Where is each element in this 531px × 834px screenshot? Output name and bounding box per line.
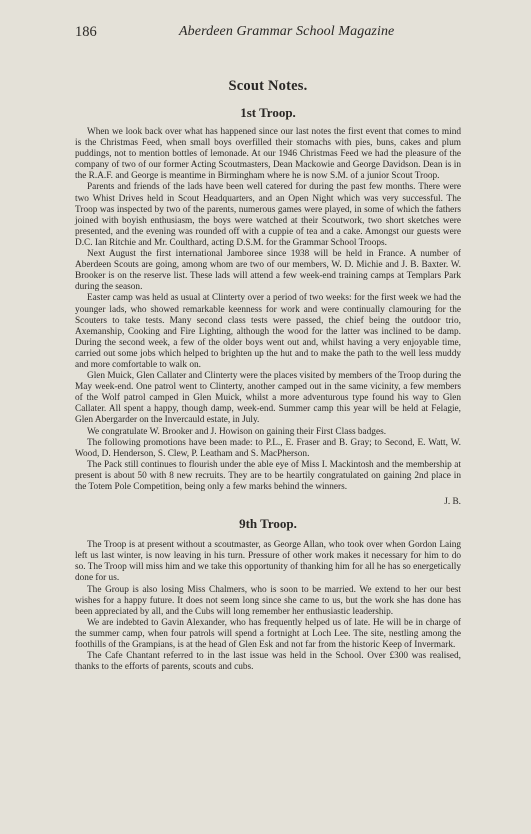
troop-9-paragraph: The Troop is at present without a scoutmaster, as George Allan, who took over when Gordon Laing left us last winter, is now leaving in his turn. Pressure of other work makes it necessary for him to do so. The Troop will miss him and we take this opportunity of thanking him for all he has so energetically done for us. [75, 540, 461, 584]
troop-9-paragraph: The Cafe Chantant referred to in the last issue was held in the School. Over £300 was realised, thanks to the efforts of parents, scouts and cubs. [75, 651, 461, 673]
troop-1-paragraph: We congratulate W. Brooker and J. Howison on gaining their First Class badges. [87, 426, 387, 437]
troop-9-heading: 9th Troop. [239, 516, 297, 532]
running-header [75, 22, 461, 42]
troop-9-section [75, 516, 461, 673]
troop-1-heading: 1st Troop. [240, 105, 296, 120]
troop-9-paragraph: The Group is also losing Miss Chalmers, who is soon to be married. We extend to her our best wishes for a happy future. It does not seem long since she came to us, but the work she has done has been appreciated by all, and the Cubs will long remember her enthusiastic leadership. [75, 584, 461, 617]
section-title: Scout Notes. [228, 78, 308, 94]
troop-1-paragraph: When we look back over what has happened since our last notes the first event that comes to mind is the Christmas Feed, when small boys overfilled their stomachs with pies, buns, cakes and plum puddings, not to mention bottles of lemonade. At our 1946 Christmas Feed we had the pleasure of the company of two of our former Acting Scoutmasters, Dean Mackowie and George Davidson. Dean is in the R.A.F. and George is meantime in Birmingham where he is now S.M. of a junior Scout Troop. [75, 127, 461, 182]
troop-1-signature: J. B. [444, 497, 461, 508]
page-number: 186 [75, 24, 97, 40]
troop-1-paragraph: The following promotions have been made: to P.L., E. Fraser and B. Gray; to Second, E. Watt, W. Wood, D. Henderson, S. Clew, P. Leatham and S. MacPherson. [75, 437, 461, 459]
troop-1-paragraph: Parents and friends of the lads have been well catered for during the past few months. There were two Whist Drives held in Scout Headquarters, and an Open Night which was very successful. The Troop was inspected by two of the parents, numerous games were played, in some of which the fathers joined with boyish enthusiasm, the boys were watched at their Scoutwork, two short sketches were presented, and the evening was rounded off with a cuppie of tea and a cake. Amongst our guests were D.C. Ian Ritchie and Mr. Coulthard, acting D.S.M. for the Grammar School Troops. [75, 182, 461, 248]
troop-1-paragraph: Next August the first international Jamboree since 1938 will be held in France. A number of Aberdeen Scouts are going, among whom are two of our members, W. D. Michie and J. B. Baxter. W. Brooker is on the reserve list. These lads will attend a few week-end training camps at Templars Park during the season. [75, 249, 461, 293]
troop-1-paragraph: The Pack still continues to flourish under the able eye of Miss I. Mackintosh and the membership at present is about 50 with 8 new recruits. They are to be heartily congratulated on gaining 2nd place in the Totem Pole Competition, being only a few marks behind the winners. [75, 459, 461, 492]
troop-1-section [75, 105, 461, 508]
troop-9-paragraph: We are indebted to Gavin Alexander, who has frequently helped us of late. He will be in charge of the summer camp, when four patrols will spend a fortnight at Loch Lee. The site, nestling among the foothills of the Grampians, is at the head of Glen Esk and not far from the historic Keep of Invermark. [75, 617, 461, 651]
troop-1-paragraph: Glen Muick, Glen Callater and Clinterty were the places visited by members of the Troop during the May week-end. One patrol went to Clinterty, another camped out in the same vicinity, a few members of the Wolf patrol camped in Glen Muick, whilst a more adventurous type found his way to Glen Callater. All spent a happy, though damp, week-end. Summer camp this year will be held at Felagie, Glen Abergarder on the Invercauld estate, in July. [75, 371, 461, 426]
troop-1-paragraph: Easter camp was held as usual at Clinterty over a period of two weeks: for the first week we had the younger lads, who showed remarkable keenness for work and were continually clamouring for the Scouters to take tests. Many second class tests were passed, the chief being the outdoor trio, Axemanship, Cooking and Fire Lighting, although the wood for the latter was inclined to be damp. During the second week, a few of the older boys went out and, whilst having a very enjoyable time, carried out some jobs which helped to brighten up the hut and to make the path to the well less muddy and more comfortable to walk on. [75, 293, 461, 370]
magazine-title: Aberdeen Grammar School Magazine [179, 24, 395, 39]
